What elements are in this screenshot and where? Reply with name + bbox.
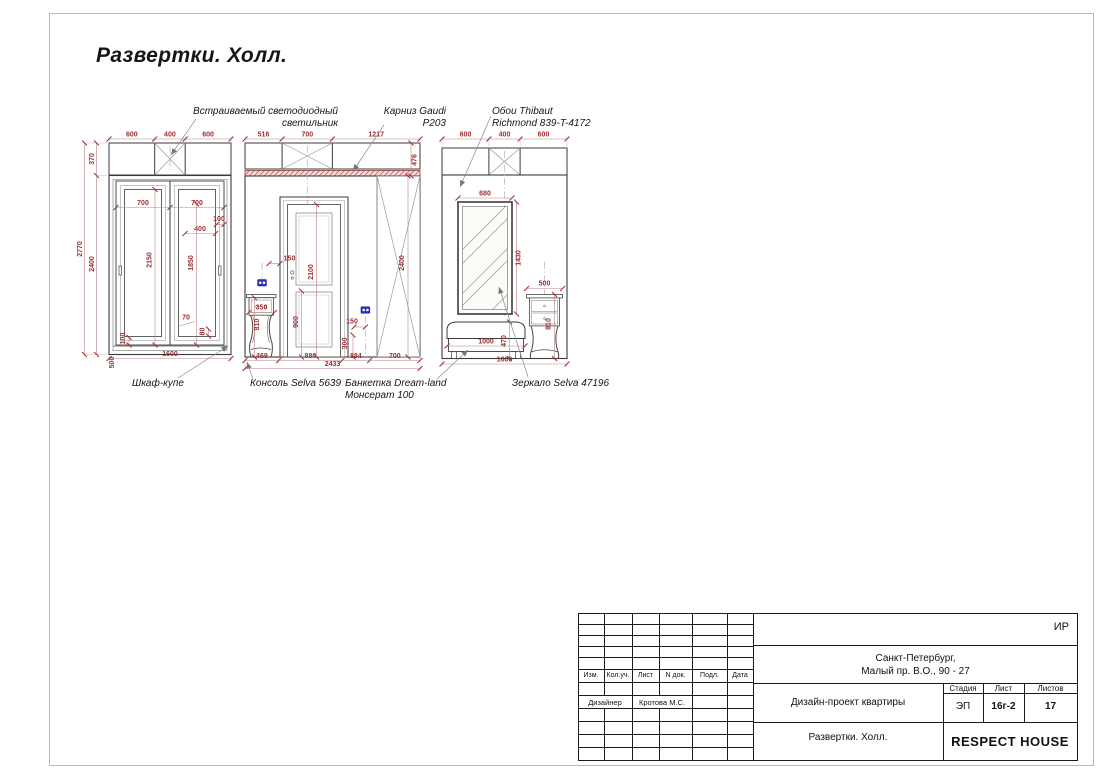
dim-text: 370: [89, 153, 96, 165]
dim-text: 700: [137, 200, 149, 207]
dim-text: 500: [538, 280, 551, 288]
dim-text: 2770: [77, 241, 84, 257]
dim-text: 680: [479, 190, 491, 198]
label-cornice: Карниз Gaudi: [383, 106, 446, 117]
wardrobe-body: [109, 176, 231, 355]
dim-text: 700: [388, 353, 401, 360]
dim-text: 2100: [308, 264, 315, 280]
label-wallpaper: Richmond 839-T-4172: [492, 118, 591, 129]
dim-text: 1600: [496, 356, 513, 364]
sheets-value: 17: [1044, 701, 1057, 712]
col-list: Лист: [637, 672, 654, 679]
sheet-label: Лист: [994, 684, 1013, 693]
leader-mirror: [496, 287, 528, 377]
dimensions-elev1: [77, 132, 231, 369]
address-line1: Санкт-Петербург,: [875, 653, 956, 664]
dim-text: 2433: [324, 361, 341, 368]
dim-text: 469: [256, 353, 268, 360]
dim-text: 150: [346, 318, 358, 326]
label-wallpaper: Обои Thibaut: [492, 106, 553, 117]
dim-text: 810: [545, 318, 553, 330]
stage-label: Стадия: [949, 684, 977, 693]
dim-text: 2400: [399, 255, 406, 271]
label-console: Консоль Selva 5639: [250, 378, 342, 389]
dim-text: 70: [182, 314, 190, 322]
dim-text: 100: [120, 332, 127, 345]
dim-text: 476: [411, 154, 419, 166]
sheet-value: 16г-2: [991, 701, 1016, 712]
dim-text: 880: [304, 353, 317, 360]
dim-text: 600: [459, 131, 472, 139]
sheets-label: Листов: [1037, 684, 1064, 693]
dim-text: 900: [293, 316, 300, 328]
elevation-wardrobe: [77, 132, 231, 369]
project-name: Дизайн-проект квартиры: [790, 697, 906, 708]
drawing-title: Развертки. Холл.: [808, 732, 888, 743]
outlet-right: [361, 307, 370, 313]
dim-text: 600: [202, 131, 214, 139]
dim-text: 400: [498, 131, 511, 139]
designer-label: Дизайнер: [588, 698, 622, 707]
wardrobe-top-cabinets: [109, 143, 231, 175]
dim-text: 100: [213, 216, 225, 223]
address-line2: Малый пр. В.О., 90 - 27: [861, 666, 970, 677]
page-title: Развертки. Холл.: [96, 44, 288, 67]
dim-text: 1850: [188, 255, 195, 271]
dim-text: 150: [283, 255, 296, 263]
dim-text: 400: [194, 226, 206, 233]
dim-text: 600: [125, 131, 138, 139]
dim-text: 80: [199, 327, 207, 336]
dim-text: 1000: [478, 338, 494, 346]
col-izm: Изм.: [583, 672, 599, 679]
dim-text: 1217: [368, 131, 384, 139]
project-code: ИР: [1053, 621, 1069, 633]
stage-value: ЭП: [955, 701, 971, 712]
door-knob: [291, 271, 294, 274]
label-mirror: Зеркало Selva 47196: [512, 378, 610, 389]
title-block: [578, 613, 1078, 761]
nightstand: [527, 295, 563, 359]
company-name: RESPECT HOUSE: [951, 734, 1069, 749]
designer-name: Кротова М.С.: [638, 698, 686, 707]
dim-text: 300: [342, 337, 349, 350]
col-podl: Подл.: [700, 672, 719, 679]
dim-text: 1600: [162, 351, 178, 358]
dim-text: 400: [164, 131, 176, 139]
col-koluch: Кол.уч.: [606, 672, 630, 679]
col-data: Дата: [732, 672, 748, 679]
dim-text: 1430: [515, 250, 523, 266]
door-handle: [218, 266, 221, 275]
cornice-gaudi: [245, 171, 420, 177]
elevation-mirror-wall: [442, 132, 567, 367]
col-ndok: N док.: [665, 672, 686, 679]
label-led-light: светильник: [281, 118, 338, 129]
dim-text: 2400: [89, 256, 96, 272]
label-led-light: Встраиваемый светодиодный: [193, 106, 338, 117]
dim-text: 810: [253, 318, 261, 331]
elevation-door-wall: [245, 132, 420, 371]
lattice-panel: [125, 190, 162, 337]
dim-text: 2150: [146, 252, 154, 268]
door-handle: [119, 266, 122, 275]
label-bench: Банкетка Dream-land: [345, 378, 447, 389]
label-bench: Монсерат 100: [345, 390, 414, 401]
dim-text: 384: [349, 353, 362, 360]
label-wardrobe: Шкаф-купе: [132, 378, 184, 389]
outlet-left: [258, 280, 267, 286]
top-cabinets: [245, 143, 420, 169]
dim-text: 600: [537, 131, 550, 139]
dim-text: 470: [501, 335, 508, 347]
dim-text: 500: [109, 356, 116, 369]
label-cornice: P203: [422, 118, 446, 129]
leader-console: [247, 362, 253, 379]
leader-wallpaper: [460, 116, 491, 187]
dim-text: 516: [257, 131, 270, 139]
dim-text: 700: [301, 131, 314, 139]
dim-text: 350: [255, 304, 268, 312]
dim-text: 700: [191, 200, 203, 207]
